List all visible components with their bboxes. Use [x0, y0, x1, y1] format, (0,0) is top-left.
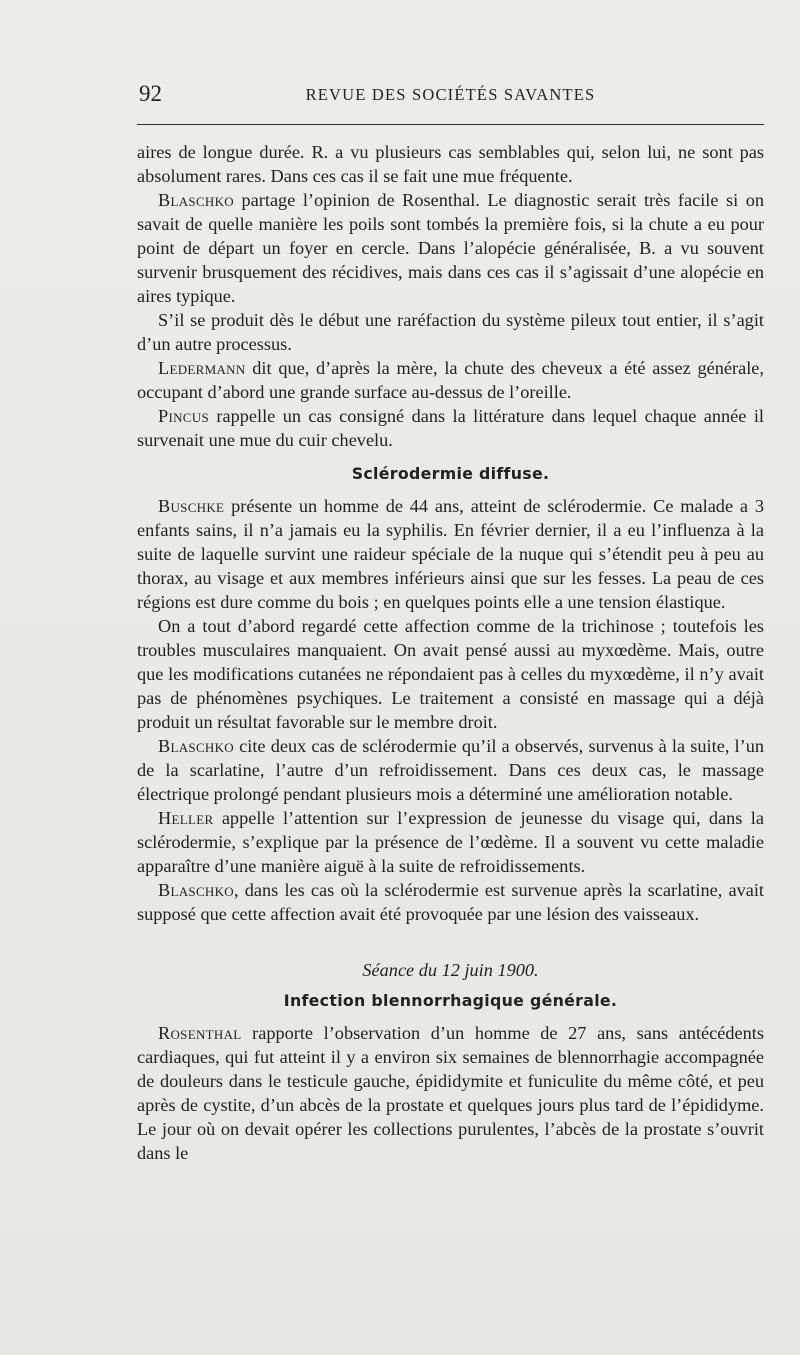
- paragraph-text: On a tout d’abord regardé cette affection comme de la trichinose ; toutefois les troubles musculaires manquaient. On avait pensé aussi au myxœdème. Mais, outre que les modifications cutanées ne répondaient pas à celles du myxœdème, il n’y avait pas de phénomènes psychiques. Le traitement a consisté en massage qui a déjà produit un résultat favorable sur le membre droit.: [137, 616, 764, 732]
- section-title-blennorrhagique: Infection blennorrhagique générale.: [283, 991, 618, 1010]
- paragraph-rarefaction: [137, 308, 764, 356]
- paragraph-rosenthal: [137, 1021, 764, 1165]
- paragraph-text: rappelle un cas consigné dans la littérature dans lequel chaque année il survenait une mue du cuir chevelu.: [137, 406, 764, 450]
- paragraph-text: , dans les cas où la sclérodermie est survenue après la scarlatine, avait supposé que cette affection avait été provoquée par une lésion des vaisseaux.: [137, 880, 764, 924]
- running-title: REVUE DES SOCIÉTÉS SAVANTES: [305, 85, 596, 104]
- paragraph-text: appelle l’attention sur l’expression de jeunesse du visage qui, dans la sclérodermie, s’explique par la présence de l’œdème. Il a souvent vu cette maladie apparaître d’une manière aiguë à la suite de refroidissements.: [137, 808, 764, 876]
- speaker-name: Heller: [158, 808, 214, 828]
- speaker-name: Buschke: [158, 496, 225, 516]
- speaker-name: Blaschko: [158, 736, 234, 756]
- paragraph-text: rapporte l’observation d’un homme de 27 ans, sans antécédents cardiaques, qui fut atteint il y a environ six semaines de blennorrhagie accompagnée de douleurs dans le testicule gauche, épididymite et funiculite du même côté, et peu après de cystite, d’un abcès de la prostate et quelques jours plus tard de l’épididyme. Le jour où on devait opérer les collections purulentes, l’abcès de la prostate s’ouvrit dans le: [137, 1023, 764, 1163]
- speaker-name: Blaschko: [158, 190, 234, 210]
- paragraph-text: cite deux cas de sclérodermie qu’il a observés, survenus à la suite, l’un de la scarlatine, l’autre d’un refroidissement. Dans ces deux cas, le massage électrique prolongé pendant plusieurs mois a déterminé une amélioration notable.: [137, 736, 764, 804]
- paragraph-blaschko-opinion: [137, 188, 764, 308]
- section-title-sclerodermie: Sclérodermie diffuse.: [351, 464, 550, 483]
- header-rule: [137, 124, 764, 125]
- paragraph-text: S’il se produit dès le début une raréfaction du système pileux tout entier, il s’agit d’un autre processus.: [137, 310, 764, 354]
- paragraph-ledermann: [137, 356, 764, 404]
- paragraph-heller: [137, 806, 764, 878]
- paragraph-pincus: [137, 404, 764, 452]
- paragraph-blaschko-scarlatine: [137, 878, 764, 926]
- paragraph-text: présente un homme de 44 ans, atteint de sclérodermie. Ce malade a 3 enfants sains, il n’a jamais eu la syphilis. En février dernier, il a eu l’influenza à la suite de laquelle survint une raideur spéciale de la nuque qui s’étendit peu à peu au thorax, au visage et aux membres inférieurs ainsi que sur les fesses. La peau de ces régions est dure comme du bois ; en quelques points elle a une tension élastique.: [137, 496, 764, 612]
- page-number: 92: [139, 81, 162, 106]
- paragraph-text: partage l’opinion de Rosenthal. Le diagnostic serait très facile si on savait de quelle manière les poils sont tombés la première fois, si la chute a eu pour point de départ un foyer en cercle. Dans l’alopécie généralisée, B. a vu souvent survenir brusquement des récidives, mais dans ces cas il s’agissait d’une alopécie en aires typique.: [137, 190, 764, 306]
- speaker-name: Pincus: [158, 406, 209, 426]
- paragraph-continuation: [137, 140, 764, 188]
- page-body: [137, 140, 764, 1165]
- paragraph-text: dit que, d’après la mère, la chute des cheveux a été assez générale, occupant d’abord une grande surface au-dessus de l’oreille.: [137, 358, 764, 402]
- paragraph-text: aires de longue durée. R. a vu plusieurs cas semblables qui, selon lui, ne sont pas absolument rares. Dans ces cas il se fait une mue fréquente.: [137, 142, 764, 186]
- paragraph-buschke: [137, 494, 764, 614]
- page-header: [137, 80, 764, 110]
- paragraph-blaschko-cases: [137, 734, 764, 806]
- paragraph-trichinose: [137, 614, 764, 734]
- speaker-name: Blaschko: [158, 880, 234, 900]
- speaker-name: Rosenthal: [158, 1023, 242, 1043]
- seance-heading: Séance du 12 juin 1900.: [362, 960, 539, 980]
- speaker-name: Ledermann: [158, 358, 246, 378]
